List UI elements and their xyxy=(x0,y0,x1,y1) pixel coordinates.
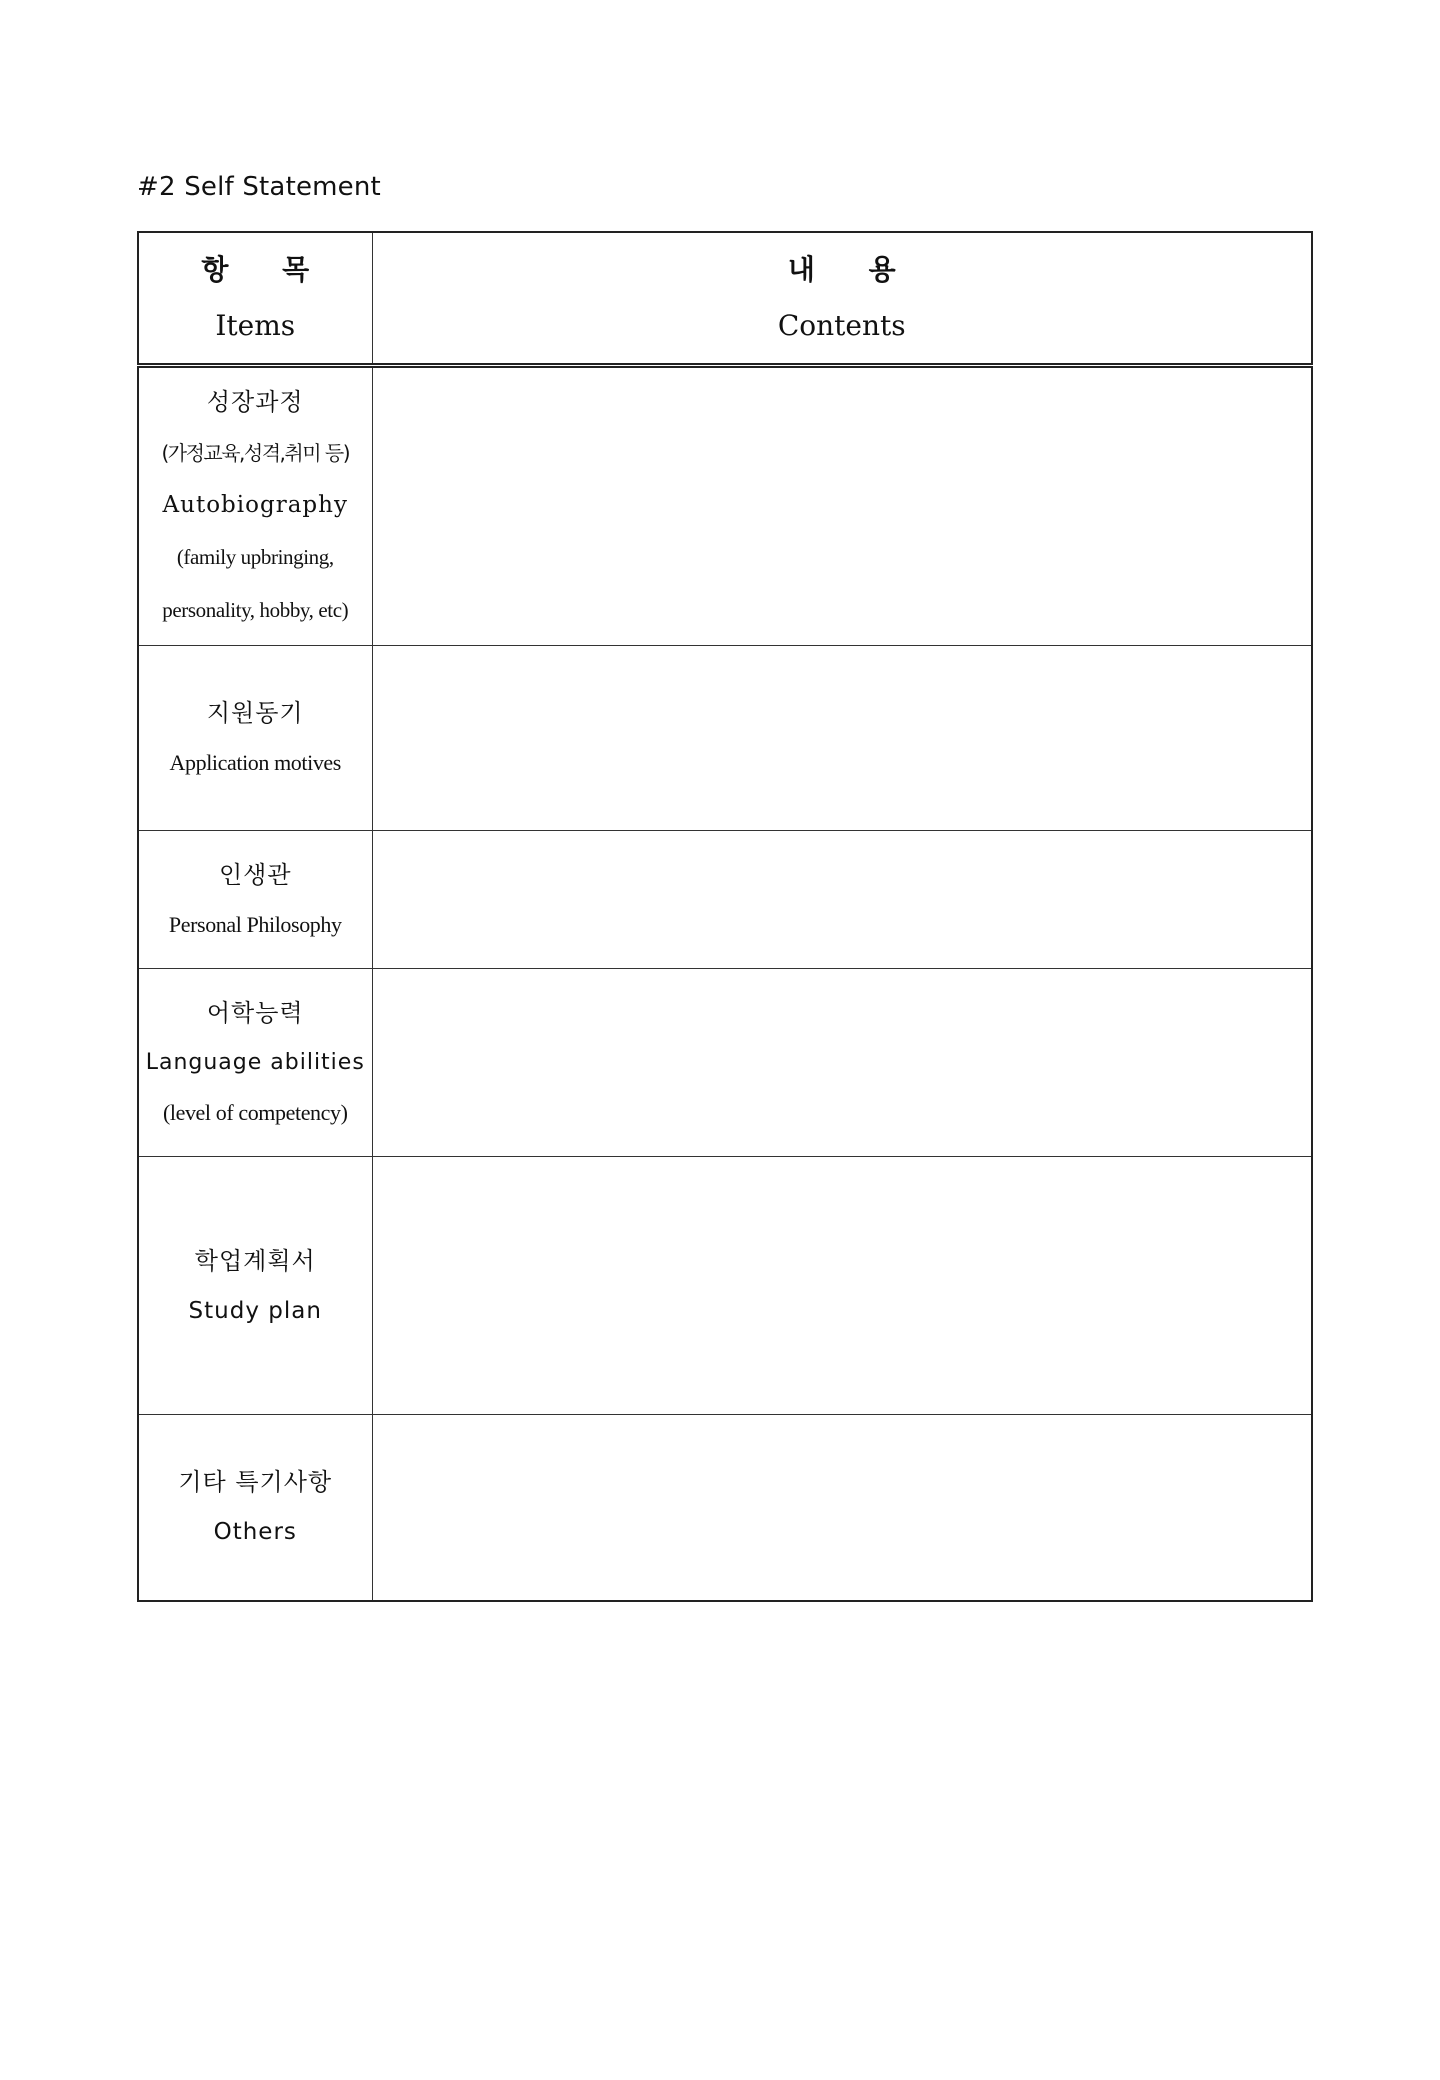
contents-header xyxy=(372,232,1312,366)
label-en: Personal Philosophy xyxy=(168,911,342,937)
label-ko: 학업계획서 xyxy=(194,1246,316,1275)
item-label-study-plan xyxy=(138,1157,372,1415)
label-en-note: (level of competency) xyxy=(162,1099,348,1125)
content-cell-autobiography[interactable] xyxy=(372,366,1312,646)
label-en: Application motives xyxy=(169,750,341,775)
content-cell-application-motives[interactable] xyxy=(372,646,1312,831)
contents-header-en: Contents xyxy=(777,309,906,342)
content-cell-personal-philosophy[interactable] xyxy=(372,831,1312,969)
table-row-others xyxy=(138,1415,1312,1601)
item-label-personal-philosophy xyxy=(138,831,372,969)
items-header xyxy=(138,232,372,366)
label-en-note-1: (family upbringing, xyxy=(176,545,334,569)
label-ko: 성장과정 xyxy=(206,388,304,416)
table-row-language-abilities xyxy=(138,969,1312,1157)
label-ko: 지원동기 xyxy=(206,699,304,727)
items-header-ko: 항 목 xyxy=(201,253,332,286)
item-label-autobiography xyxy=(138,366,372,646)
page-title: #2 Self Statement xyxy=(137,172,381,202)
label-en: Autobiography xyxy=(162,492,348,518)
label-ko: 기타 특기사항 xyxy=(178,1468,333,1497)
table-row-personal-philosophy xyxy=(138,831,1312,969)
table-row-study-plan xyxy=(138,1157,1312,1415)
table-row-application-motives xyxy=(138,646,1312,831)
item-label-language-abilities xyxy=(138,969,372,1157)
content-cell-study-plan[interactable] xyxy=(372,1157,1312,1415)
label-en: Language abilities xyxy=(145,1049,365,1075)
content-cell-language-abilities[interactable] xyxy=(372,969,1312,1157)
content-cell-others[interactable] xyxy=(372,1415,1312,1601)
label-ko: 인생관 xyxy=(218,860,292,889)
table-row-autobiography xyxy=(138,366,1312,646)
item-label-others xyxy=(138,1415,372,1601)
label-en: Others xyxy=(213,1519,297,1546)
table-header-row xyxy=(138,232,1312,366)
label-ko-note: (가정교육,성격,취미 등) xyxy=(161,441,350,465)
self-statement-table xyxy=(137,231,1313,1602)
label-en-note-2: personality, hobby, etc) xyxy=(162,598,349,622)
contents-header-ko: 내 용 xyxy=(787,253,918,286)
item-label-application-motives xyxy=(138,646,372,831)
label-ko: 어학능력 xyxy=(206,998,304,1027)
items-header-en: Items xyxy=(215,309,296,342)
label-en: Study plan xyxy=(188,1297,322,1324)
